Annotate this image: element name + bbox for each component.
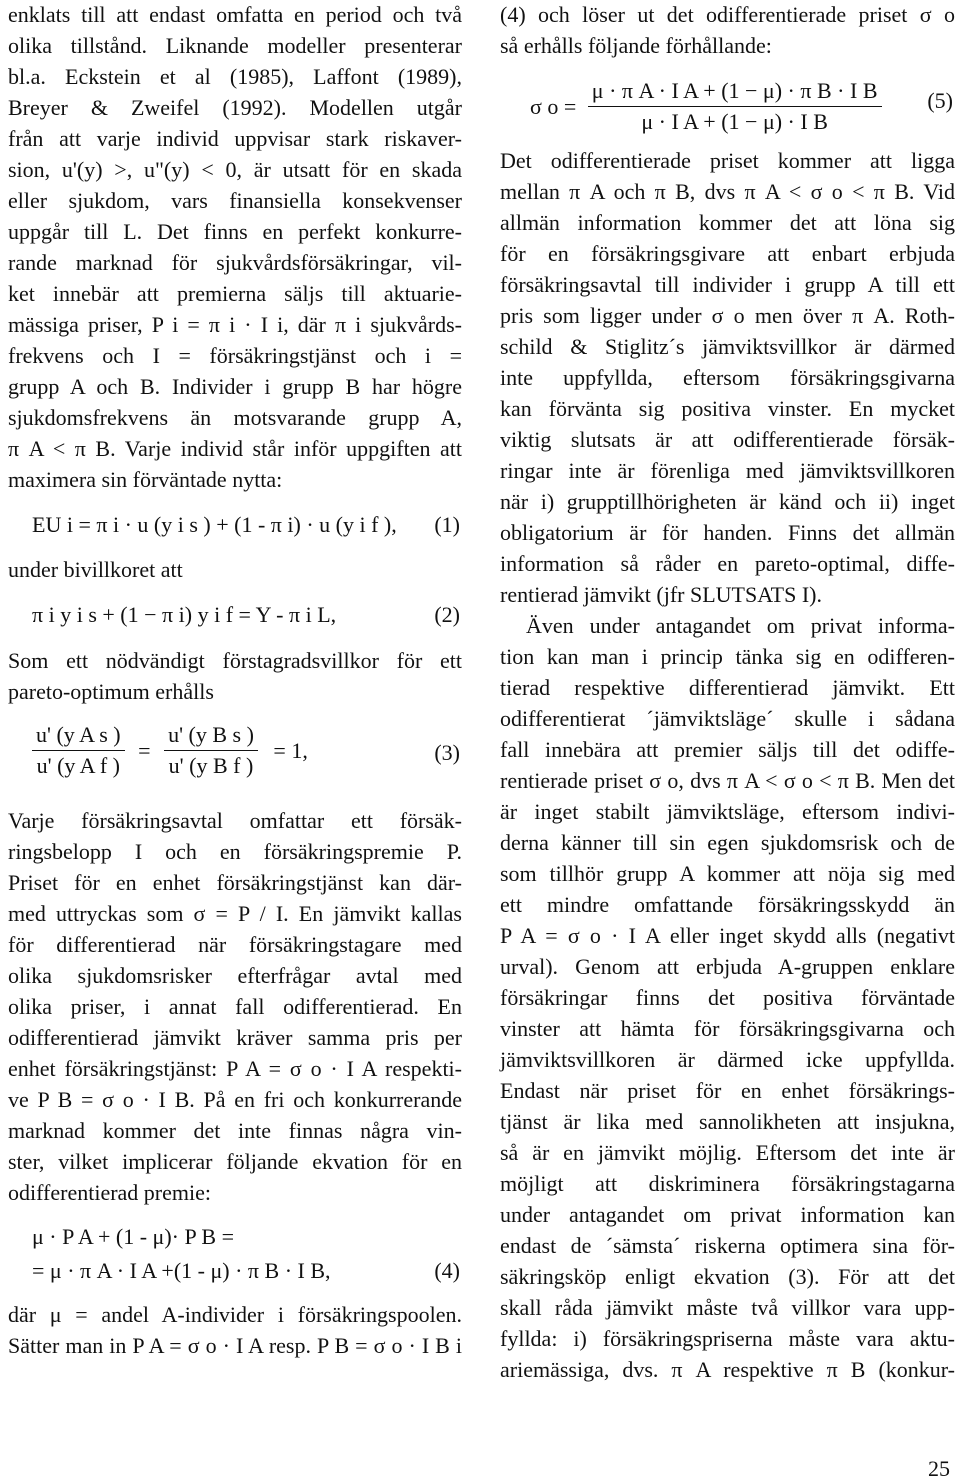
equation-5-body <box>530 76 882 137</box>
text-line: Det odifferentierade priset kommer att ligga <box>500 148 955 173</box>
text-line: Sätter man in P A = σ o · I A resp. P B = σ o · I B i <box>8 1333 462 1358</box>
text-line: pris som ligger under σ o men över π A. Roth- <box>500 303 955 328</box>
text-line: ket innebär att premierna säljs till aktuarie- <box>8 281 462 306</box>
text-line: schild & Stiglitz´s jämviktsvillkor är därmed <box>500 334 955 359</box>
equation-5 <box>500 76 955 146</box>
text-line: Varje försäkringsavtal omfattar ett försäk- <box>8 808 462 833</box>
equation-5-number: (5) <box>927 88 953 113</box>
text-line: fyllda: i) försäkringspriserna måste vara aktu- <box>500 1326 955 1351</box>
text-line: derna känner till sin egen sjukdomsrisk och de <box>500 830 955 855</box>
text-line: med uttryckas som σ = P / I. En jämvikt kallas <box>8 901 462 926</box>
text-line: olika priser, i annat fall odifferentierad. En <box>8 994 462 1019</box>
text-line: så erhålls följande förhållande: <box>500 33 772 58</box>
text-line: olika sjukdomsrisker efterfrågar avtal med <box>8 963 462 988</box>
text-line: ringar inte är förenliga med jämviktsvillkoren <box>500 458 955 483</box>
text-line: försäkringar finns det positiva förväntade <box>500 985 955 1010</box>
equation-3-fraction-b <box>164 720 258 781</box>
text-line: tierad respektive differentierad jämvikt. Ett <box>500 675 955 700</box>
text-line: Även under antagandet om privat informa- <box>526 613 955 638</box>
fraction-denominator: u' (y B f ) <box>168 753 254 778</box>
equation-3 <box>8 720 462 790</box>
text-line: P A = σ o · I A eller inget skydd alls (negativt <box>500 923 955 948</box>
text-line: ariemässiga, dvs. π A respektive π B (konkur- <box>500 1357 955 1382</box>
fraction-numerator: u' (y A s ) <box>32 720 125 751</box>
text-line: när i) grupptillhörigheten är känd och ii) inget <box>500 489 955 514</box>
text-line: Breyer & Zweifel (1992). Modellen utgår <box>8 95 462 120</box>
text-line: ster, vilket implicerar följande ekvation för en <box>8 1149 462 1174</box>
text-line: sion, u'(y) >, u"(y) < 0, är utsatt för en skada <box>8 157 462 182</box>
equation-3-rhs: = 1, <box>273 737 308 763</box>
text-line: enklats till att endast omfatta en period och två <box>8 2 462 27</box>
text-line: skall råda jämvikt måste två villkor vara upp- <box>500 1295 955 1320</box>
equation-4-line1: μ · P A + (1 - μ)· P B = <box>32 1224 235 1249</box>
text-line: från att varje individ uppvisar stark riskaver- <box>8 126 462 151</box>
text-line: allmän information kommer det att löna sig <box>500 210 955 235</box>
text-line: jämviktsvillkoren är därmed icke uppfyllda. <box>500 1047 955 1072</box>
equation-3-fraction-a <box>32 720 125 781</box>
text-line: (4) och löser ut det odifferentierade priset σ o <box>500 2 955 27</box>
fraction-numerator: u' (y B s ) <box>164 720 258 751</box>
text-line: enhet försäkringstjänst: P A = σ o · I A respekti- <box>8 1056 462 1081</box>
text-line: uppgår till L. Det finns en perfekt konkurre- <box>8 219 462 244</box>
equation-3-body: $\frac{\text{u' (y A s )}}{\text{u' (y A f )}}$ = $\frac{\text{u' (y B s )}}{\text{u' (y B f )}}$ = 1, <box>32 720 308 781</box>
text-line: pareto-optimum erhålls <box>8 679 214 704</box>
text-line: Endast när priset för en enhet försäkrings- <box>500 1078 955 1103</box>
text-line: vinster att hämta för försäkringsgivarna och <box>500 1016 955 1041</box>
text-line: urval). Genom att erbjuda A-gruppen enklare <box>500 954 955 979</box>
text-line: inte uppfyllda, eftersom försäkringsgivarna <box>500 365 955 390</box>
text-line: rentierade priset σ o, dvs π A < σ o < π B. Men det <box>500 768 955 793</box>
text-line: kan förvänta sig positiva vinster. En mycket <box>500 396 955 421</box>
text-line: maximera sin förväntade nytta: <box>8 467 283 492</box>
text-line: för differentierad när försäkringstagare med <box>8 932 462 957</box>
text-line: bl.a. Eckstein et al (1985), Laffont (1989), <box>8 64 462 89</box>
equation-4-line2: = μ · π A · I A +(1 - μ) · π B · I B, <box>32 1258 331 1283</box>
fraction-denominator: u' (y A f ) <box>36 753 121 778</box>
text-line: möjligt att diskriminera försäkringstagarna <box>500 1171 955 1196</box>
fraction-denominator: μ · I A + (1 − μ) · I B <box>641 109 828 134</box>
text-line: fall innebära att premier säljs till det odiffe- <box>500 737 955 762</box>
text-line: så är en jämvikt möjlig. Eftersom det inte är <box>500 1140 955 1165</box>
text-line: information så råder en pareto-optimal, diffe- <box>500 551 955 576</box>
text-line: sjukdomsfrekvens än motsvarande grupp A, <box>8 405 462 430</box>
text-line: ve P B = σ o · I B. På en fri och konkurrerande <box>8 1087 462 1112</box>
text-line: grupp A och B. Individer i grupp B har högre <box>8 374 462 399</box>
text-line: mässiga priser, P i = π i · I i, där π i sjukvårds- <box>8 312 462 337</box>
text-line: obligatorium är för handen. Finns det allmän <box>500 520 955 545</box>
page-number: 25 <box>928 1456 950 1481</box>
text-line: odifferentierad premie: <box>8 1180 211 1205</box>
text-line: mellan π A och π B, dvs π A < σ o < π B. Vid <box>500 179 955 204</box>
text-line: endast de ´sämsta´ riskerna optimera sina för- <box>500 1233 955 1258</box>
equation-1-number: (1) <box>434 512 460 537</box>
text-line: odifferentierad jämvikt kräver samma pris per <box>8 1025 462 1050</box>
text-line: Priset för en enhet försäkringstjänst kan där- <box>8 870 462 895</box>
text-line: Som ett nödvändigt förstagradsvillkor för ett <box>8 648 462 673</box>
text-line: säkringsköp enligt ekvation (3). För att det <box>500 1264 955 1289</box>
equation-5-lhs: σ o = <box>530 93 577 119</box>
equation-4-number: (4) <box>434 1258 460 1283</box>
text-line: olika tillstånd. Liknande modeller presenterar <box>8 33 462 58</box>
text-line: frekvens och I = försäkringstjänst och i = <box>8 343 462 368</box>
text-line: under antagandet om privat information kan <box>500 1202 955 1227</box>
equation-3-number: (3) <box>434 740 460 765</box>
text-line: eller sjukdom, vars finansiella konsekvenser <box>8 188 462 213</box>
equation-2-body: π i y i s + (1 − π i) y i f = Y - π i L, <box>32 602 337 627</box>
text-line: tion kan man i princip tänka sig en odifferen- <box>500 644 955 669</box>
text-line: rentierad jämvikt (jfr SLUTSATS I). <box>500 582 822 607</box>
text-line: π A < π B. Varje individ står inför uppgiften att <box>8 436 462 461</box>
text-line: viktig slutsats är att odifferentierade försäk- <box>500 427 955 452</box>
text-line: odifferentierat ´jämviktsläge´ skulle i sådana <box>500 706 955 731</box>
text-line: ett mindre omfattande försäkringsskydd än <box>500 892 955 917</box>
equation-5-fraction <box>588 76 882 137</box>
text-line: försäkringsavtal till individer i grupp A till ett <box>500 272 955 297</box>
text-line: för en försäkringsgivare att enbart erbjuda <box>500 241 955 266</box>
text-line: är inget stabilt jämviktsläge, eftersom indivi- <box>500 799 955 824</box>
equation-1-body: EU i = π i · u (y i s ) + (1 - π i) · u (y i f ), <box>32 512 397 537</box>
text-line: som tillhör grupp A kommer att nöja sig med <box>500 861 955 886</box>
text-line: rande marknad för sjukvårdsförsäkringar, vil- <box>8 250 462 275</box>
text-line: tjänst är lika med sannolikheten att insjukna, <box>500 1109 955 1134</box>
equation-2-number: (2) <box>434 602 460 627</box>
text-line: där μ = andel A-individer i försäkringspoolen. <box>8 1302 462 1327</box>
equation-4 <box>8 1222 462 1288</box>
text-line: under bivillkoret att <box>8 557 183 582</box>
text-line: marknad kommer det inte finnas några vin- <box>8 1118 462 1143</box>
text-line: ringsbelopp I och en försäkringspremie P. <box>8 839 462 864</box>
fraction-numerator: μ · π A · I A + (1 − μ) · π B · I B <box>588 76 882 107</box>
